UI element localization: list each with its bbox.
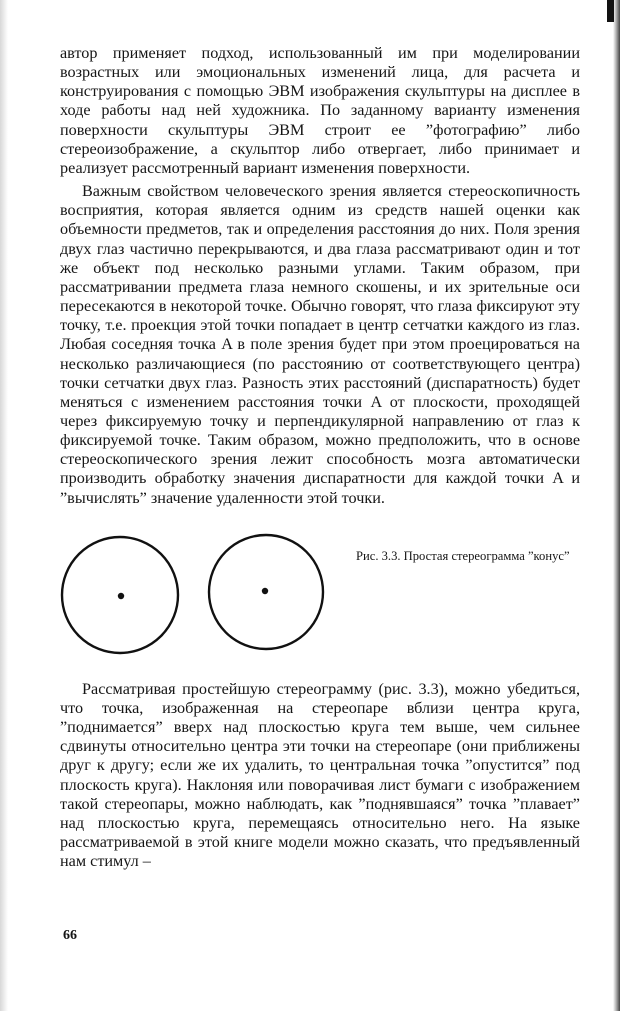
stereogram-drawing xyxy=(60,520,360,670)
figure-stereogram xyxy=(60,520,580,670)
right-dot xyxy=(262,588,268,594)
paragraph-3: Рассматривая простейшую стереограмму (рис. 3.3), можно убедиться, что точка, изображенная на стереопаре вблизи центра круга, ”поднимается” вверх над плоскостью круга тем выше, чем сильнее сдвинуты относительно центра эти точки на стереопаре (они приближены друг к другу; если же их удалить, то центральная точка ”опустится” под плоскость круга). Наклоняя или поворачивая лист бумаги с изображением такой стереопары, можно наблюдать, как ”поднявшаяся” точка ”плавает” над плоскостью круга, перемещаясь относительно него. На языке рассматриваемой в этой книге модели можно сказать, что предъявленный нам стимул – xyxy=(60,679,580,871)
page-right-edge xyxy=(613,0,620,1011)
figure-caption: Рис. 3.3. Простая стереограмма ”конус” xyxy=(356,548,570,563)
page-number: 66 xyxy=(63,928,77,943)
page-content xyxy=(60,44,580,871)
left-dot xyxy=(118,593,124,599)
paragraph-2: Важным свойством человеческого зрения является стереоскопичность восприятия, которая является одним из средств нашей оценки как объемности предметов, так и определения расстояния до них. Поля зрения двух глаз частично перекрываются, и два глаза рассматривают один и тот же объект под несколько разными углами. Таким образом, при рассматривании предмета глаза немного скошены, и их зрительные оси пересекаются в некоторой точке. Обычно говорят, что глаза фиксируют эту точку, т.е. проекция этой точки попадает в центр сетчатки каждого из глаз. Любая соседняя точка A в поле зрения будет при этом проецироваться на несколько различающиеся (по расстоянию от соответствующего центра) точки сетчатки двух глаз. Разность этих расстояний (диспаратность) будет меняться с изменением расстояния точки A от плоскости, проходящей через фиксируемую точку и перпендикулярной направлению от глаз к фиксируемой точке. Таким образом, можно предположить, что в основе стереоскопического зрения лежит способность мозга автоматически производить обработку значения диспаратности для каждой точки A и ”вычислять” значение удаленности этой точки. xyxy=(60,182,580,507)
page-left-shadow xyxy=(0,0,8,1011)
corner-mark xyxy=(607,0,614,22)
paragraph-1: автор применяет подход, использованный им при моделировании возрастных или эмоциональных изменений лица, для расчета и конструирования с помощью ЭВМ изображения скульптуры на дисплее в ходе работы над ней художника. По заданному варианту изменения поверхности скульптуры ЭВМ строит ее ”фотографию” либо стереоизображение, а скульптор либо отвергает, либо принимает и реализует рассмотренный вариант изменения поверхности. xyxy=(60,44,580,177)
